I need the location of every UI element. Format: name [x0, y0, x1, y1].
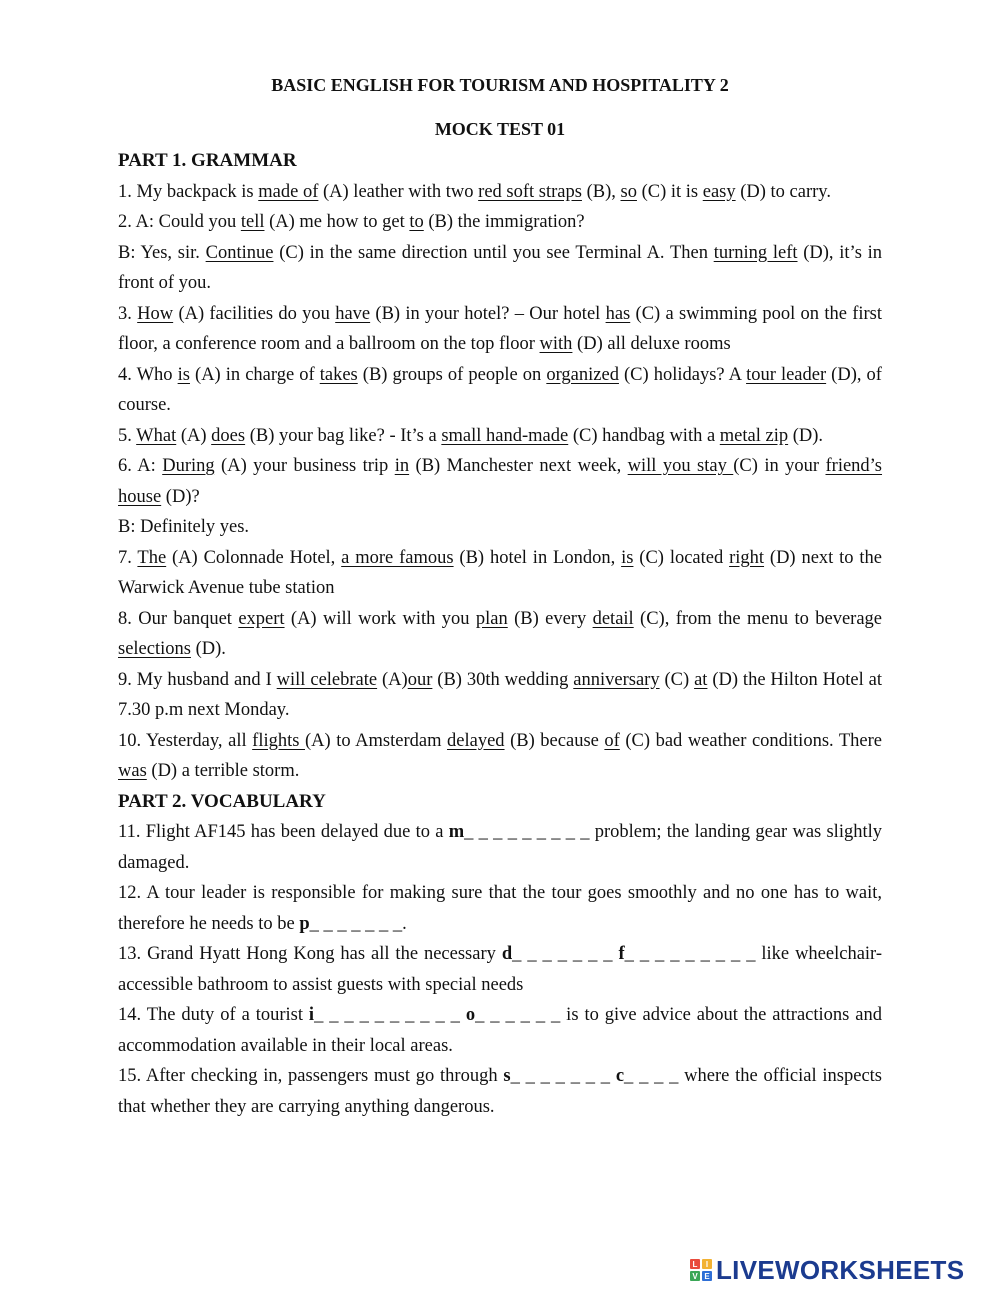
- hint-letter: m: [448, 822, 465, 842]
- underlined-option: has: [605, 303, 631, 324]
- text-segment: (C): [659, 669, 695, 690]
- underlined-option: organized: [546, 364, 619, 385]
- underlined-option: detail: [592, 608, 634, 629]
- underlined-option: takes: [319, 364, 358, 385]
- grammar-item: [118, 512, 882, 543]
- text-segment: _ _ _ _ _ _ _.: [309, 913, 407, 934]
- underlined-option: tour leader: [746, 364, 827, 385]
- text-segment: (C) handbag with a: [568, 425, 720, 446]
- text-segment: 2. A: Could you: [118, 212, 241, 232]
- underlined-option: have: [335, 303, 371, 324]
- text-segment: (C) in the same direction until you see Terminal A. Then: [273, 242, 714, 263]
- text-segment: (A) facilities do you: [173, 303, 336, 324]
- text-segment: (B) groups of people on: [357, 364, 547, 385]
- grammar-item: [118, 451, 882, 512]
- underlined-option: at: [694, 669, 708, 690]
- text-segment: 7.: [118, 547, 138, 568]
- grammar-item: [118, 604, 882, 665]
- grammar-item: [118, 360, 882, 421]
- underlined-option: is: [621, 547, 634, 568]
- text-segment: (C) located: [633, 547, 730, 568]
- text-segment: 14. The duty of a tourist: [118, 1005, 309, 1025]
- vocabulary-item: [118, 878, 882, 939]
- underlined-option: anniversary: [573, 669, 660, 690]
- underlined-option: Continue: [205, 242, 274, 263]
- text-segment: 9. My husband and I: [118, 669, 277, 690]
- text-segment: (D) to carry.: [735, 181, 831, 202]
- hint-letter: c: [615, 1066, 625, 1086]
- text-segment: 15. After checking in, passengers must go through: [118, 1066, 504, 1086]
- underlined-option: expert: [238, 608, 285, 629]
- text-segment: (D), it’s in front of you.: [118, 242, 883, 293]
- text-segment: 6. A:: [118, 456, 163, 476]
- text-segment: 5.: [118, 425, 137, 446]
- text-segment: (A) in charge of: [189, 364, 320, 385]
- text-segment: (A) to Amsterdam: [305, 730, 448, 751]
- text-segment: (B) 30th wedding: [432, 669, 574, 690]
- text-segment: 1. My backpack is: [118, 181, 259, 202]
- text-segment: (D).: [788, 425, 824, 446]
- hint-letter: p: [299, 913, 310, 934]
- logo-grid-icon: [690, 1259, 712, 1281]
- text-segment: (B) because: [504, 730, 605, 751]
- text-segment: (B),: [581, 181, 621, 202]
- underlined-option: small hand-made: [441, 425, 569, 446]
- text-segment: (D) next to the Warwick Avenue tube station: [118, 547, 883, 598]
- text-segment: (C) it is: [636, 181, 703, 202]
- underlined-option: does: [211, 425, 246, 446]
- hint-letter: o: [465, 1005, 476, 1025]
- underlined-option: friend’s house: [118, 456, 883, 507]
- text-segment: 3.: [118, 303, 138, 324]
- grammar-item: [118, 207, 882, 238]
- worksheet-page: [118, 68, 882, 1122]
- hint-letter: d: [501, 944, 513, 964]
- text-segment: (B) the immigration?: [423, 212, 585, 232]
- text-segment: (B) in your hotel? – Our hotel: [370, 303, 606, 324]
- underlined-option: The: [137, 547, 167, 568]
- text-segment: (B) Manchester next week,: [409, 456, 628, 476]
- hint-letter: f: [618, 944, 625, 964]
- underlined-option: so: [620, 181, 637, 202]
- part-heading: PART 1. GRAMMAR: [118, 150, 297, 171]
- grammar-item: [118, 238, 882, 299]
- text-segment: B: Yes, sir.: [118, 242, 206, 263]
- text-segment: (A) Colonnade Hotel,: [166, 547, 342, 568]
- logo-letter-1: L: [690, 1259, 700, 1269]
- logo-letter-4: E: [702, 1271, 712, 1281]
- underlined-option: is: [177, 364, 190, 385]
- text-segment: _ _ _ _ _ _ _ _ _ _: [314, 1005, 466, 1025]
- text-segment: 13. Grand Hyatt Hong Kong has all the necessary: [118, 944, 502, 964]
- text-segment: (C) bad weather conditions. There: [619, 730, 882, 751]
- text-segment: _ _ _ _ _ _ _ _ _ problem; the landing gear was slightly damaged.: [118, 822, 882, 873]
- text-segment: (A) leather with two: [318, 181, 479, 202]
- text-segment: (A): [176, 425, 212, 446]
- underlined-option: right: [729, 547, 765, 568]
- underlined-option: was: [118, 761, 147, 781]
- underlined-option: made of: [258, 181, 319, 202]
- text-segment: 12. A tour leader is responsible for making sure that the tour goes smoothly and no one has to wait, therefore he needs to be: [118, 883, 882, 934]
- logo-letter-3: V: [690, 1271, 700, 1281]
- text-segment: (B) hotel in London,: [453, 547, 622, 568]
- text-segment: (A): [377, 669, 408, 690]
- vocabulary-item: [118, 939, 882, 1000]
- text-segment: (A) will work with you: [284, 608, 476, 629]
- underlined-option: delayed: [447, 730, 505, 751]
- text-segment: (B) your bag like? - It’s a: [245, 425, 442, 446]
- underlined-option: turning left: [713, 242, 798, 263]
- text-segment: _ _ _ _ _ _ _: [512, 944, 619, 964]
- underlined-option: selections: [118, 639, 191, 659]
- text-segment: (D) a terrible storm.: [146, 761, 300, 781]
- underlined-option: easy: [702, 181, 736, 202]
- text-segment: _ _ _ _ where the official inspects that whether they are carrying anything dangerous.: [118, 1066, 882, 1117]
- text-segment: (D) all deluxe rooms: [572, 334, 731, 354]
- underlined-option: in: [394, 456, 410, 476]
- liveworksheets-logo: [690, 1252, 990, 1288]
- grammar-item: [118, 421, 882, 452]
- text-segment: (D)?: [161, 486, 200, 507]
- underlined-option: red soft straps: [478, 181, 582, 202]
- text-segment: (D) the Hilton Hotel at 7.30 p.m next Monday.: [118, 669, 882, 720]
- hint-letter: i: [308, 1005, 315, 1025]
- grammar-item: [118, 726, 882, 787]
- underlined-option: to: [409, 212, 424, 232]
- underlined-option: will you stay: [627, 456, 734, 476]
- part-heading: PART 2. VOCABULARY: [118, 790, 326, 812]
- test-title: MOCK TEST 01: [434, 119, 566, 139]
- vocabulary-item: [118, 1000, 882, 1061]
- text-segment: B: Definitely yes.: [118, 517, 250, 537]
- worksheet-content: [118, 146, 882, 1122]
- grammar-item: [118, 665, 882, 726]
- text-segment: _ _ _ _ _ _ is to give advice about the attractions and accommodation available in their local areas.: [118, 1005, 882, 1056]
- text-segment: 10. Yesterday, all: [118, 730, 253, 751]
- underlined-option: metal zip: [719, 425, 789, 446]
- text-segment: (A) your business trip: [214, 456, 395, 476]
- underlined-option: a more famous: [341, 547, 454, 568]
- text-segment: (D), of course.: [118, 364, 882, 415]
- underlined-option: of: [604, 730, 620, 751]
- logo-text: LIVEWORKSHEETS: [716, 1254, 965, 1285]
- text-segment: (C) holidays? A: [618, 364, 747, 385]
- text-segment: (C), from the menu to beverage: [633, 608, 882, 629]
- underlined-option: with: [539, 334, 573, 354]
- underlined-option: our: [407, 669, 433, 690]
- underlined-option: flights: [252, 730, 305, 751]
- text-segment: (D).: [190, 639, 226, 659]
- underlined-option: How: [137, 303, 174, 324]
- underlined-option: will celebrate: [276, 669, 378, 690]
- logo-letter-2: I: [702, 1259, 712, 1269]
- underlined-option: tell: [240, 212, 265, 232]
- grammar-item: [118, 299, 882, 360]
- text-segment: _ _ _ _ _ _ _ _ _ like wheelchair-accessible bathroom to assist guests with special needs: [118, 944, 883, 995]
- text-segment: (A) me how to get: [264, 212, 410, 232]
- hint-letter: s: [503, 1066, 511, 1086]
- course-title: BASIC ENGLISH FOR TOURISM AND HOSPITALITY 2: [271, 75, 729, 95]
- text-segment: 8. Our banquet: [118, 608, 239, 629]
- underlined-option: During: [162, 456, 215, 476]
- text-segment: (C) a swimming pool on the first floor, a conference room and a ballroom on the top floor: [118, 303, 883, 354]
- underlined-option: What: [136, 425, 177, 446]
- text-segment: 11. Flight AF145 has been delayed due to a: [118, 822, 449, 842]
- grammar-item: [118, 543, 882, 604]
- text-segment: 4. Who: [118, 364, 178, 385]
- vocabulary-item: [118, 817, 882, 878]
- vocabulary-item: [118, 1061, 882, 1122]
- underlined-option: plan: [475, 608, 508, 629]
- text-segment: (C) in your: [733, 456, 826, 476]
- text-segment: _ _ _ _ _ _ _: [510, 1066, 616, 1086]
- text-segment: (B) every: [507, 608, 593, 629]
- grammar-item: [118, 177, 882, 208]
